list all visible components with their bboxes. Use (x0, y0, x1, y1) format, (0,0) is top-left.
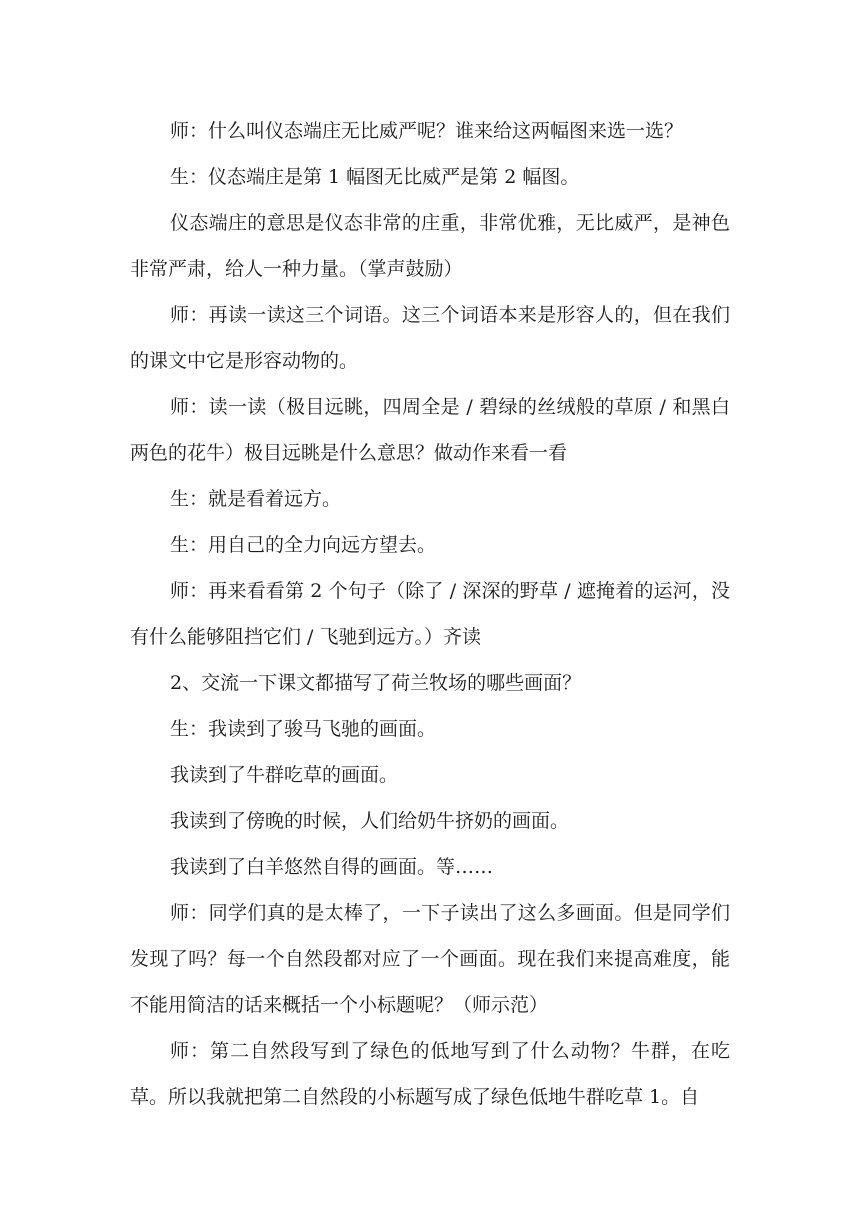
document-body (130, 108, 730, 1120)
paragraph-1: 师：什么叫仪态端庄无比威严呢？谁来给这两幅图来选一选？ (170, 120, 684, 142)
paragraph-5: 师：读一读（极目远眺，四周全是 / 碧绿的丝绒般的草原 / 和黑白两色的花牛）极目远眺是什么意思？做动作来看一看 (130, 396, 730, 464)
paragraph-3: 仪态端庄的意思是仪态非常的庄重，非常优雅，无比威严，是神色非常严肃，给人一种力量。（掌声鼓励） (130, 212, 730, 280)
paragraph-4: 师：再读一读这三个词语。这三个词语本来是形容人的，但在我们的课文中它是形容动物的。 (130, 304, 730, 372)
paragraph-13: 我读到了白羊悠然自得的画面。等…… (170, 856, 494, 878)
paragraph-12: 我读到了傍晚的时候，人们给奶牛挤奶的画面。 (170, 810, 570, 832)
paragraph-9: 2、交流一下课文都描写了荷兰牧场的哪些画面？ (170, 672, 582, 694)
paragraph-10: 生：我读到了骏马飞驰的画面。 (170, 718, 437, 740)
paragraph-11: 我读到了牛群吃草的画面。 (170, 764, 399, 786)
paragraph-7: 生：用自己的全力向远方望去。 (170, 534, 437, 556)
paragraph-8: 师：再来看看第 2 个句子（除了 / 深深的野草 / 遮掩着的运河，没有什么能够阻挡它们 / 飞驰到远方。）齐读 (130, 580, 730, 648)
paragraph-2: 生：仪态端庄是第 1 幅图无比威严是第 2 幅图。 (170, 166, 580, 188)
paragraph-14: 师：同学们真的是太棒了，一下子读出了这么多画面。但是同学们发现了吗？每一个自然段都对应了一个画面。现在我们来提高难度，能不能用简洁的话来概括一个小标题呢？（师示范） (130, 902, 730, 1016)
paragraph-6: 生：就是看着远方。 (170, 488, 342, 510)
paragraph-15: 师：第二自然段写到了绿色的低地写到了什么动物？牛群，在吃草。所以我就把第二自然段的小标题写成了绿色低地牛群吃草 1。自 (130, 1040, 730, 1108)
